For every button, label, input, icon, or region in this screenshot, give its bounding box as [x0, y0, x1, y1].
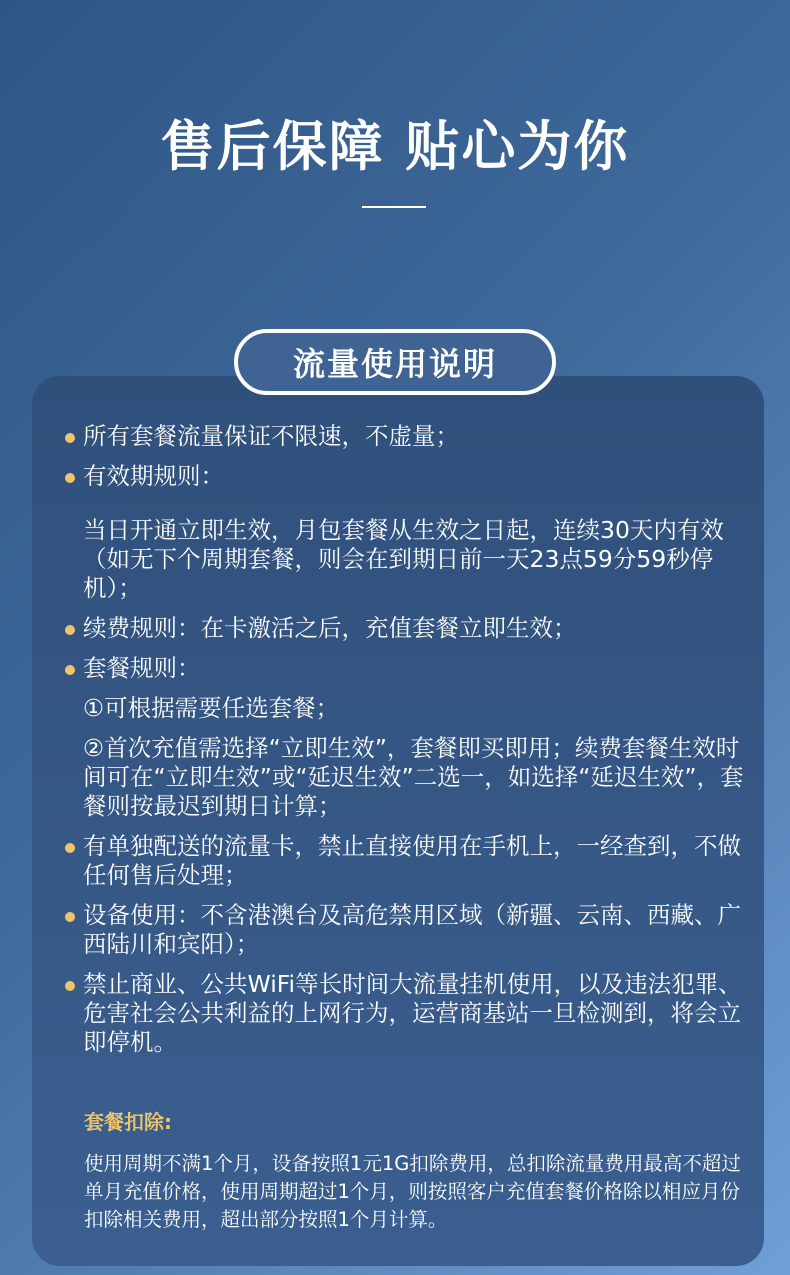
deduction-title: 套餐扣除: — [84, 1110, 172, 1134]
bullet-dot-icon — [65, 912, 75, 922]
bullet-dot-icon — [65, 981, 75, 991]
rules-list — [64, 422, 754, 1068]
rule-item — [64, 614, 754, 643]
rule-text: 所有套餐流量保证不限速，不虚量； — [83, 422, 459, 450]
bullet-dot-icon — [65, 433, 75, 443]
title-divider — [362, 206, 426, 208]
rule-item — [64, 832, 754, 890]
rule-text: 禁止商业、公共WiFi等长时间大流量挂机使用，以及违法犯罪、危害社会公共利益的上网行为，运营商基站一旦检测到，将会立即停机。 — [83, 970, 742, 1056]
bullet-dot-icon — [65, 625, 75, 635]
rule-text: 设备使用：不含港澳台及高危禁用区域（新疆、云南、西藏、广西陆川和宾阳）； — [83, 901, 741, 958]
rule-text: 有单独配送的流量卡，禁止直接使用在手机上，一经查到，不做任何售后处理； — [83, 832, 741, 889]
rule-item — [64, 654, 754, 683]
bullet-dot-icon — [65, 843, 75, 853]
rule-subtext: 当日开通立即生效，月包套餐从生效之日起，连续30天内有效（如无下个周期套餐，则会在到期日前一天23点59分59秒停机）； — [83, 516, 724, 602]
rule-text: 有效期规则： — [83, 462, 224, 490]
deduction-text: 使用周期不满1个月，设备按照1元1G扣除费用，总扣除流量费用最高不超过单月充值价格，使用周期超过1个月，则按照客户充值套餐价格除以相应月份扣除相关费用，超出部分按照1个月计算。 — [84, 1152, 741, 1231]
rule-item — [64, 901, 754, 959]
page-title: 售后保障 贴心为你 — [160, 115, 630, 178]
bullet-dot-icon — [65, 473, 75, 483]
rule-item — [64, 462, 754, 491]
rule-item — [64, 970, 754, 1057]
rule-subtext: ①可根据需要任选套餐； — [83, 694, 340, 722]
rule-text: 续费规则：在卡激活之后，充值套餐立即生效； — [83, 614, 577, 642]
rule-text: 套餐规则： — [83, 654, 201, 682]
section-label: 流量使用说明 — [234, 329, 556, 395]
bullet-dot-icon — [65, 665, 75, 675]
rule-subtext: ②首次充值需选择“立即生效”，套餐即买即用；续费套餐生效时间可在“立即生效”或“延迟生效”二选一，如选择“延迟生效”，套餐则按最迟到期日计算； — [83, 734, 744, 820]
rule-item — [64, 422, 754, 451]
